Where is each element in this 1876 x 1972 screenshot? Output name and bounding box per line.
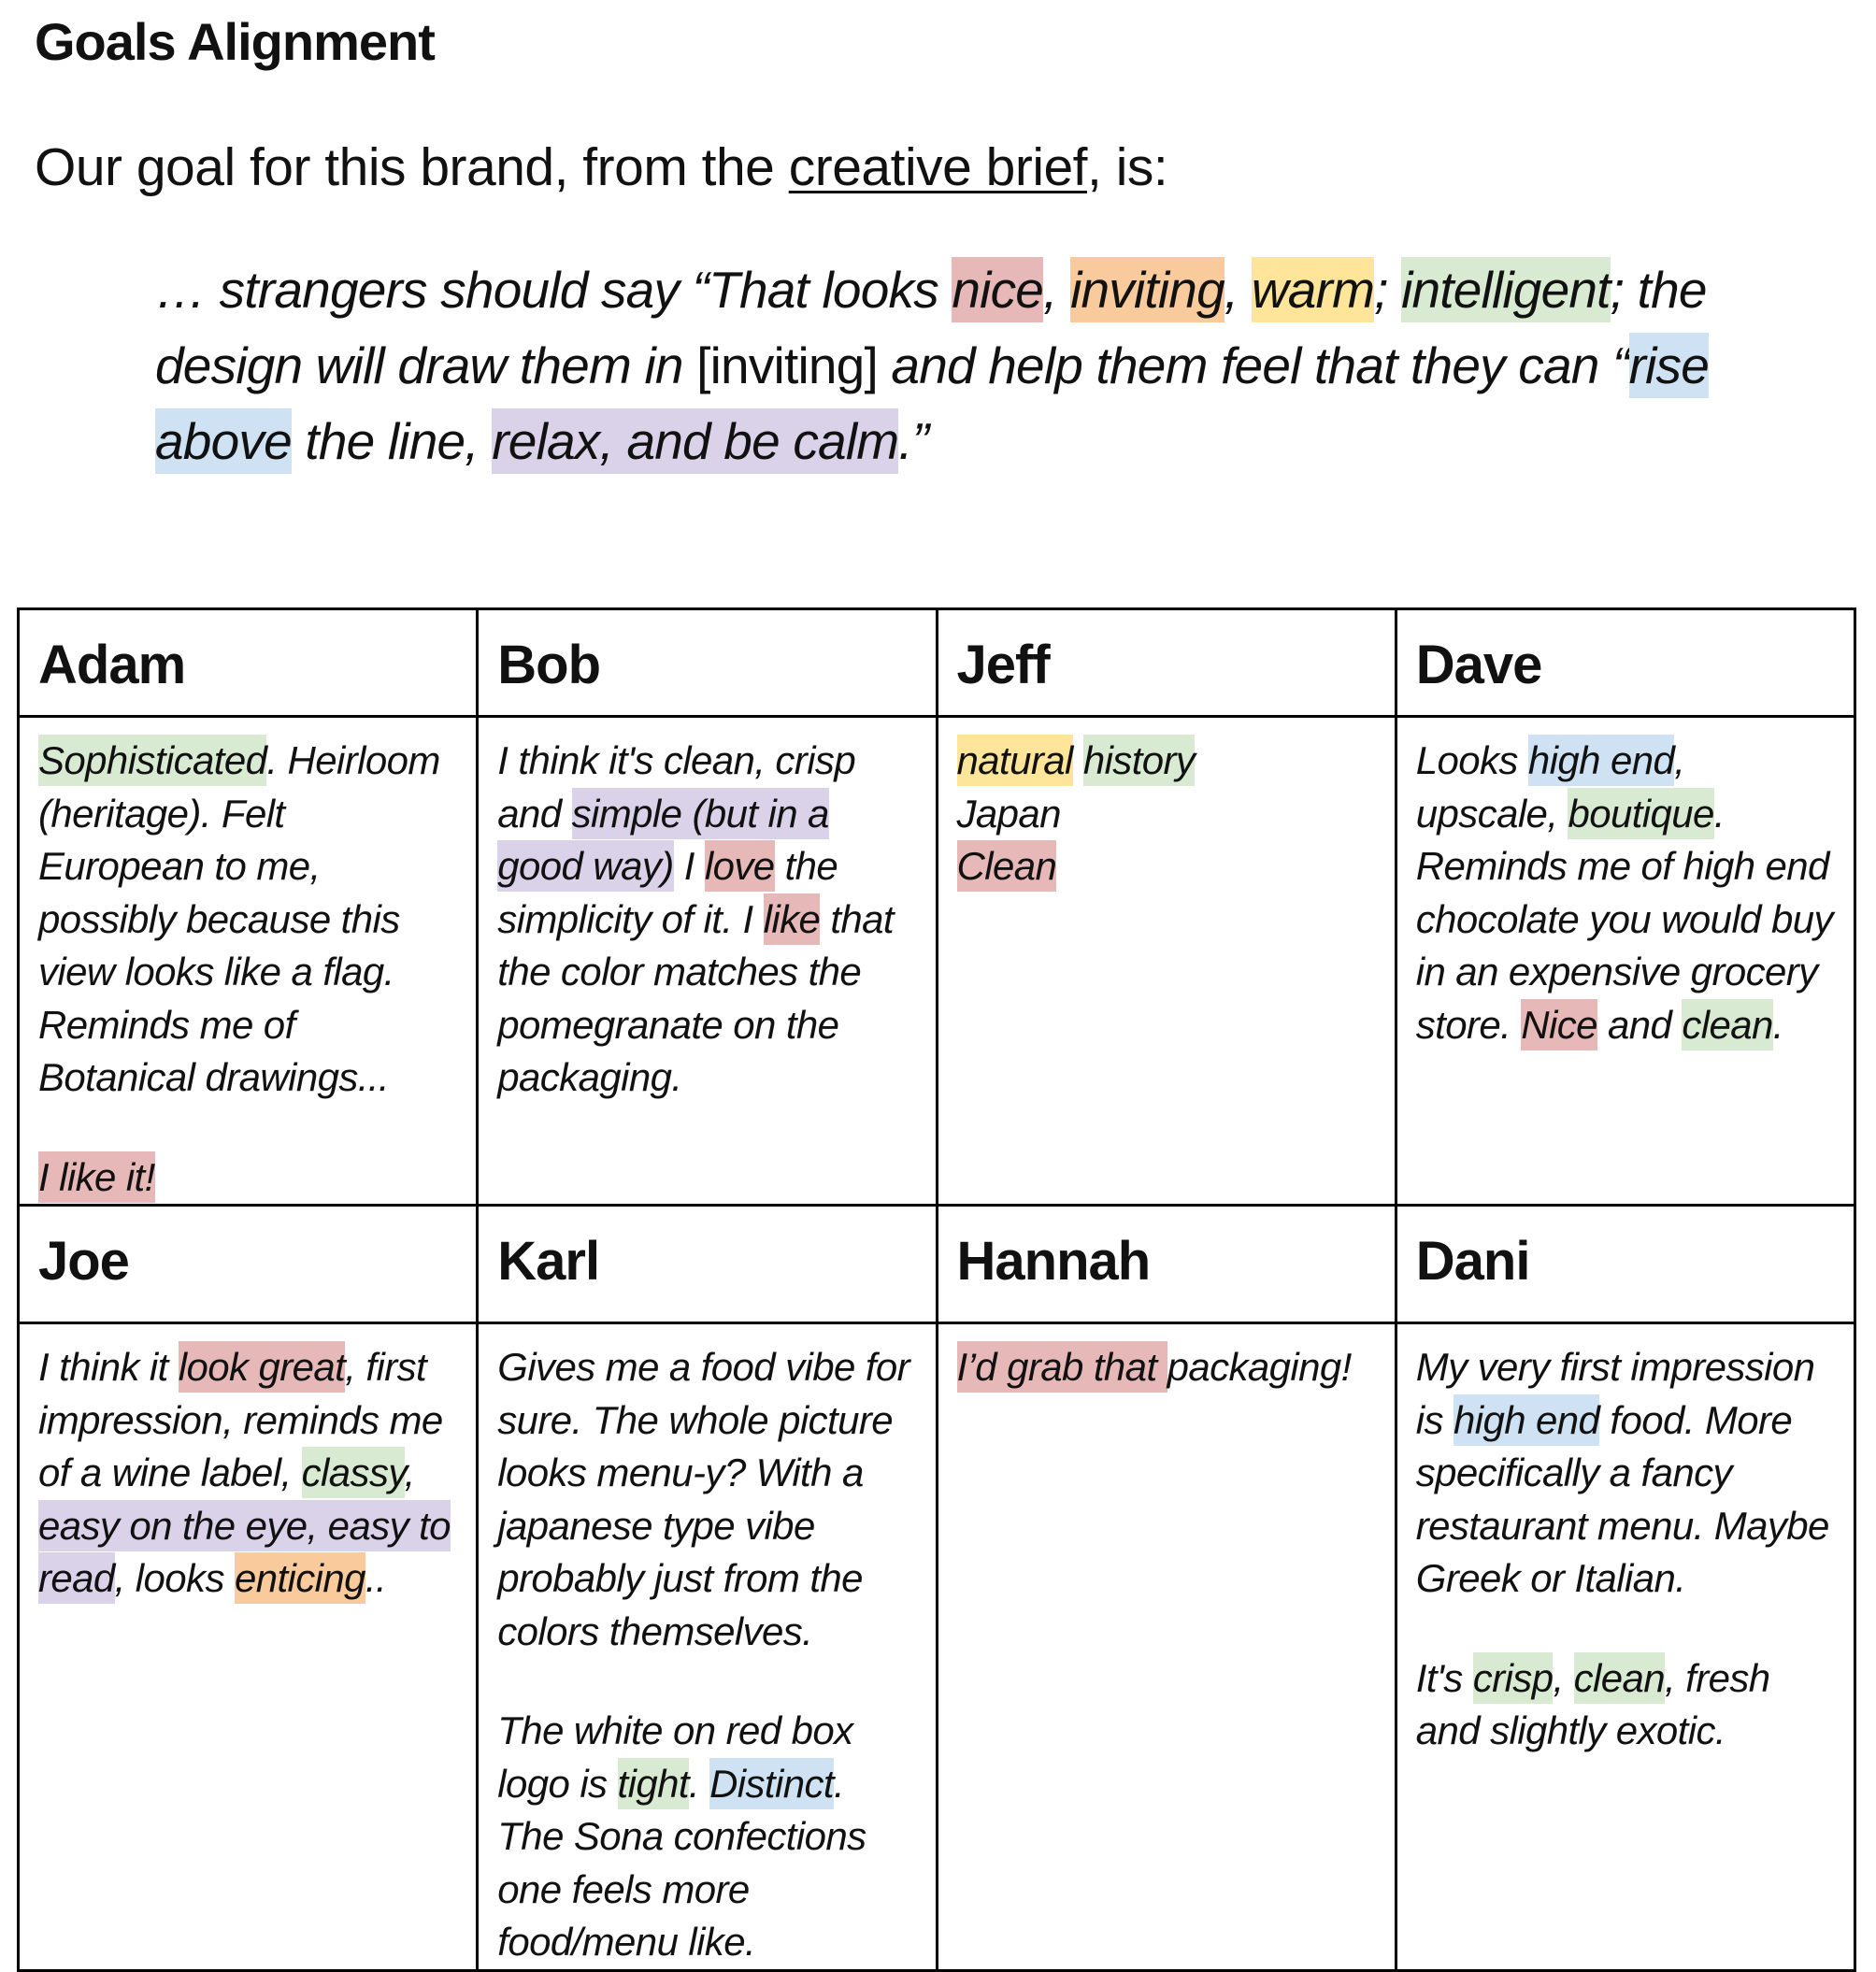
table-row: [19, 1323, 1855, 1971]
comment-span: I think it's clean, crisp and: [497, 738, 856, 836]
highlight: look great: [179, 1341, 345, 1393]
comment-cell-hannah: [937, 1323, 1396, 1971]
reviewer-name: Dani: [1415, 1231, 1530, 1292]
highlight: boutique: [1568, 788, 1713, 839]
comment-text: [957, 718, 1376, 893]
page-title: Goals Alignment: [35, 12, 435, 71]
comment-span: ,: [404, 1450, 415, 1494]
quote-text: ;: [1374, 261, 1402, 319]
comment-cell-joe: [19, 1323, 478, 1971]
comment-span: . The Sona confections one feels more food/menu like.: [497, 1761, 866, 1964]
comment-span: , looks: [114, 1556, 235, 1600]
comment-cell-dave: [1396, 717, 1855, 1206]
highlight: natural: [957, 735, 1073, 786]
highlight: easy on the eye, easy to read: [38, 1500, 451, 1605]
highlight: tight: [618, 1758, 689, 1809]
paragraph-gap: [38, 1105, 457, 1151]
name-cell-hannah: [937, 1206, 1396, 1323]
table-row: [19, 1206, 1855, 1323]
highlight: clean: [1682, 999, 1772, 1050]
feedback-table: [17, 607, 1856, 1972]
comment-span: that the color matches the pomegranate on the packaging.: [497, 896, 894, 1099]
highlight-intelligent: intelligent: [1401, 257, 1611, 322]
intro-after: , is:: [1087, 137, 1168, 197]
comment-span: Gives me a food vibe for sure. The whole picture looks menu-y? With a japanese type vibe probably just from the colors themselves.: [497, 1345, 910, 1653]
comment-span: ,: [1553, 1655, 1574, 1700]
comment-span: and: [1597, 1002, 1683, 1047]
comment-text: [957, 1324, 1376, 1394]
paragraph-gap: [497, 1658, 916, 1705]
highlight: like: [764, 893, 821, 945]
name-cell-joe: [19, 1206, 478, 1323]
comment-cell-jeff: [937, 717, 1396, 1206]
comment-span: , first impression, reminds me of a wine label,: [38, 1345, 443, 1494]
highlight: I’d grab that: [957, 1341, 1167, 1393]
table-row: [19, 609, 1855, 717]
comment-text: [38, 1324, 457, 1606]
highlight: Nice: [1521, 999, 1597, 1050]
highlight: classy: [302, 1447, 405, 1498]
quote-text: ,: [1224, 261, 1252, 319]
comment-span: . Reminds me of high end chocolate you would buy in an expensive grocery store.: [1415, 791, 1833, 1047]
highlight: I like it!: [38, 1151, 155, 1203]
highlight: high end: [1528, 735, 1674, 786]
comment-span: the simplicity of it. I: [497, 844, 838, 941]
name-cell-dave: [1396, 609, 1855, 717]
highlight: enticing: [235, 1552, 365, 1604]
comment-cell-bob: [478, 717, 937, 1206]
highlight: Clean: [957, 840, 1057, 892]
quote-text: ; the design will draw them in: [155, 261, 1707, 394]
quote-bracket: [inviting]: [696, 336, 878, 394]
comment-span: It's: [1415, 1655, 1473, 1700]
quote-text: ,: [1043, 261, 1071, 319]
comment-span: .: [1772, 1002, 1783, 1047]
comment-span: , fresh and slightly exotic.: [1415, 1655, 1770, 1752]
comment-span: My very first impression is: [1415, 1345, 1815, 1442]
reviewer-name: Jeff: [956, 635, 1050, 695]
comment-span: , upscale,: [1415, 738, 1685, 836]
comment-span: Looks: [1415, 738, 1528, 782]
quote-text: the line,: [291, 412, 493, 470]
quote-text: … strangers should say “That looks: [155, 261, 952, 319]
creative-brief-link[interactable]: creative brief: [788, 137, 1088, 197]
comment-text: [1416, 718, 1835, 1051]
highlight: simple (but in a good way): [497, 788, 829, 893]
comment-span: ..: [365, 1556, 387, 1600]
quote-text: .”: [898, 412, 929, 470]
comment-span: .: [688, 1761, 710, 1806]
table-row: [19, 717, 1855, 1206]
comment-span: packaging!: [1167, 1345, 1352, 1389]
comment-span: Japan: [956, 791, 1061, 836]
highlight-relax: relax, and be calm: [492, 408, 898, 474]
comment-span: I: [673, 844, 705, 888]
highlight: history: [1083, 735, 1196, 786]
reviewer-name: Hannah: [956, 1231, 1151, 1292]
goal-quote: [155, 252, 1847, 479]
highlight: Sophisticated: [38, 735, 266, 786]
highlight-warm: warm: [1252, 257, 1374, 322]
comment-text: [497, 718, 916, 1105]
reviewer-name: Adam: [38, 635, 186, 695]
reviewer-name: Karl: [497, 1231, 600, 1292]
comment-span: I think it: [38, 1345, 179, 1389]
comment-cell-dani: [1396, 1323, 1855, 1971]
intro-before: Our goal for this brand, from the: [35, 137, 789, 197]
highlight: love: [705, 840, 775, 892]
name-cell-dani: [1396, 1206, 1855, 1323]
highlight: high end: [1454, 1394, 1599, 1446]
comment-cell-adam: [19, 717, 478, 1206]
name-cell-jeff: [937, 609, 1396, 717]
comment-text: [497, 1324, 916, 1969]
name-cell-adam: [19, 609, 478, 717]
comment-text: [38, 718, 457, 1204]
name-cell-karl: [478, 1206, 937, 1323]
comment-span: . Heirloom (heritage). Felt European to me, possibly because this view looks like a flag. Reminds me of Botanical drawings...: [38, 738, 440, 1099]
reviewer-name: Bob: [497, 635, 600, 695]
quote-text: and help them feel that they can “: [877, 336, 1629, 394]
highlight-nice: nice: [952, 257, 1043, 322]
comment-span: food. More specifically a fancy restaurant menu. Maybe Greek or Italian.: [1415, 1397, 1829, 1600]
comment-span: The white on red box logo is: [497, 1708, 853, 1806]
intro-text: [35, 131, 1167, 204]
highlight-rise-above: rise above: [155, 333, 1709, 474]
name-cell-bob: [478, 609, 937, 717]
comment-cell-karl: [478, 1323, 937, 1971]
reviewer-name: Joe: [38, 1231, 129, 1292]
highlight: Distinct: [709, 1758, 834, 1809]
paragraph-gap: [1416, 1606, 1835, 1652]
reviewer-name: Dave: [1415, 635, 1542, 695]
comment-text: [1416, 1324, 1835, 1758]
highlight: clean: [1574, 1652, 1665, 1704]
highlight: crisp: [1473, 1652, 1554, 1704]
highlight-inviting: inviting: [1070, 257, 1224, 322]
